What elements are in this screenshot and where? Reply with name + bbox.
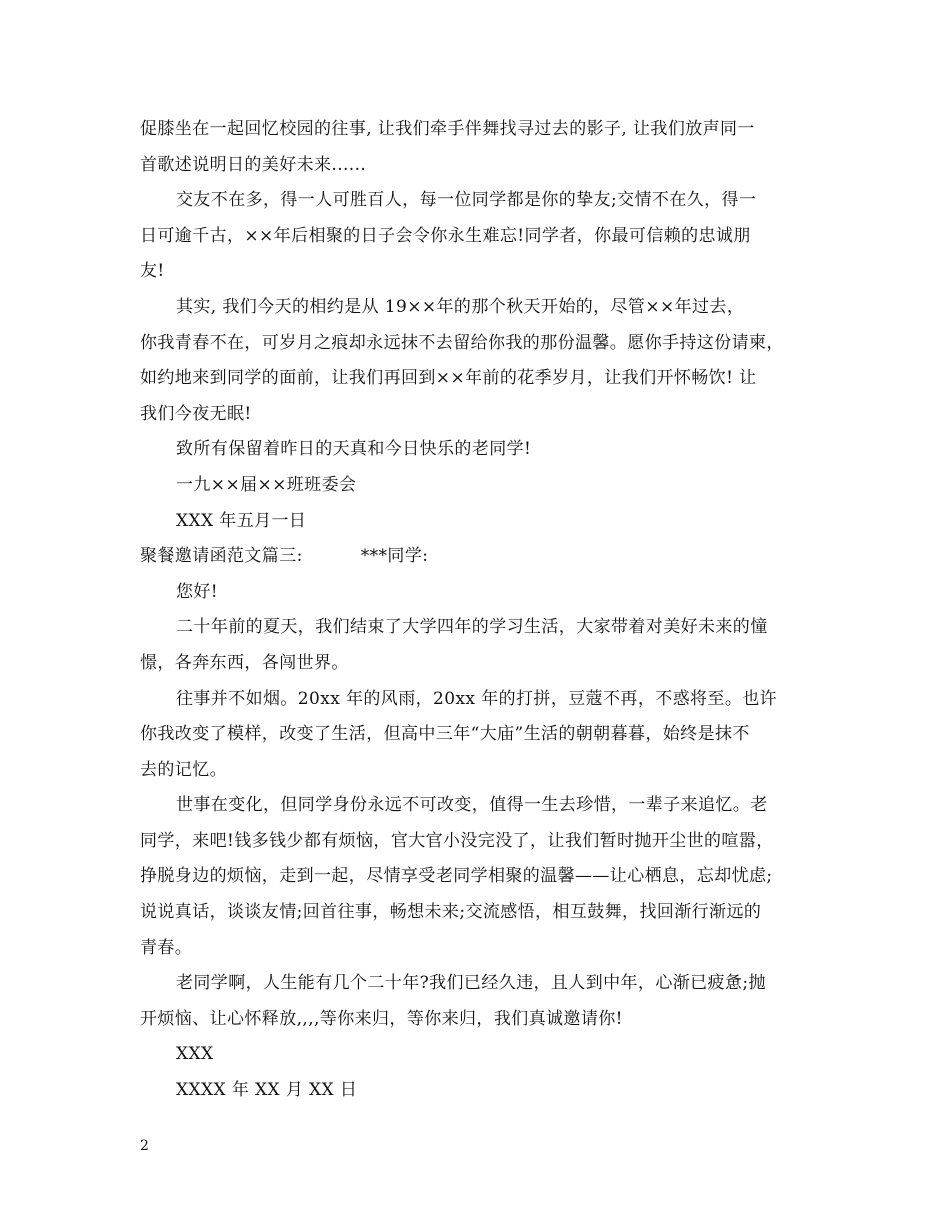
salutation: ***同学: xyxy=(360,546,429,567)
text-line: 促膝坐在一起回忆校园的往事, 让我们牵手伴舞找寻过去的影子, 让我们放声同一 xyxy=(140,119,755,139)
signature-line: 一九××届××班班委会 xyxy=(176,474,357,495)
text-line: 日可逾千古，××年后相聚的日子会令你永生难忘!同学者，你最可信赖的忠诚朋 xyxy=(140,225,751,246)
text-line: 去的记忆。 xyxy=(140,759,227,780)
text-line: 友! xyxy=(140,261,165,282)
text-line: 我们今夜无眠! xyxy=(140,403,252,424)
text-line: 致所有保留着昨日的天真和今日快乐的老同学! xyxy=(176,439,532,460)
text-line: 其实, 我们今天的相约是从 19××年的那个秋天开始的，尽管××年过去， xyxy=(176,296,745,317)
text-line: 二十年前的夏天，我们结束了大学四年的学习生活，大家带着对美好未来的憧 xyxy=(176,617,768,638)
text-line: 往事并不如烟。20xx 年的风雨，20xx 年的打拼，豆蔻不再，不惑将至。也许 xyxy=(176,688,778,709)
section-heading-line xyxy=(140,539,812,575)
text-line: 憬，各奔东西，各闯世界。 xyxy=(140,652,349,673)
text-line: 老同学啊，人生能有几个二十年?我们已经久违，且人到中年，心渐已疲惫;抛 xyxy=(176,973,766,994)
greeting-line: 您好! xyxy=(176,581,219,602)
text-line: 如约地来到同学的面前，让我们再回到××年前的花季岁月，让我们开怀畅饮! 让 xyxy=(140,368,757,389)
text-line: 开烦恼、让心怀释放,,,,等你来归，等你来归，我们真诚邀请你! xyxy=(140,1008,623,1029)
page-number: 2 xyxy=(140,1138,149,1154)
section-heading: 聚餐邀请函范文篇三: xyxy=(140,546,303,567)
signature-line: XXX xyxy=(176,1044,214,1065)
text-line: 挣脱身边的烦恼，走到一起，尽情享受老同学相聚的温馨——让心栖息，忘却忧虑; xyxy=(140,866,773,887)
date-line: XXXX 年 XX 月 XX 日 xyxy=(176,1080,358,1101)
text-line: 交友不在多，得一人可胜百人，每一位同学都是你的挚友;交情不在久，得一 xyxy=(176,190,757,211)
document-body xyxy=(140,112,812,1109)
text-line: 首歌述说明日的美好未来...... xyxy=(140,154,367,175)
text-line: 你我改变了模样，改变了生活，但高中三年“大庙”生活的朝朝暮暮，始终是抹不 xyxy=(140,724,750,745)
text-line: 同学，来吧!钱多钱少都有烦恼，官大官小没完没了，让我们暂时抛开尘世的喧嚣， xyxy=(140,830,774,851)
text-line: 说说真话，谈谈友情;回首往事，畅想未来;交流感悟，相互鼓舞，找回渐行渐远的 xyxy=(140,902,762,923)
date-line: XXX 年五月一日 xyxy=(176,510,307,531)
text-line: 世事在变化，但同学身份永远不可改变，值得一生去珍惜，一辈子来追忆。老 xyxy=(176,795,768,816)
text-line: 你我青春不在，可岁月之痕却永远抹不去留给你我的那份温馨。愿你手持这份请柬， xyxy=(140,332,784,353)
text-line: 青春。 xyxy=(140,937,193,958)
